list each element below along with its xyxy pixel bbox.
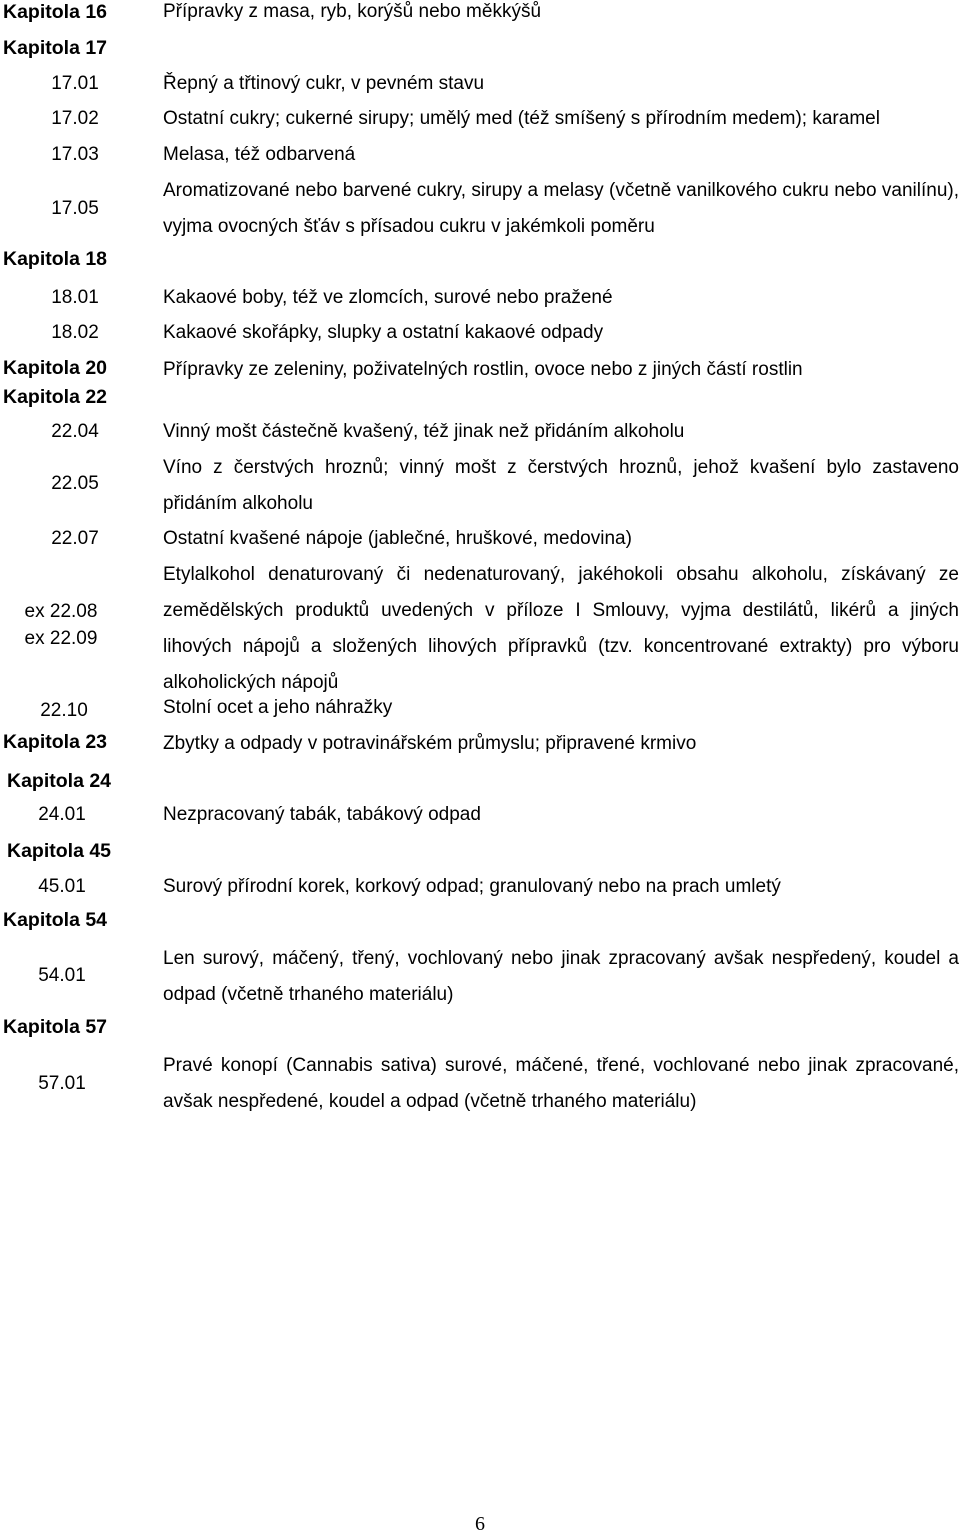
item-description: Len surový, máčený, třený, vochlovaný nebo jinak zpracovaný avšak nespředený, koudel a odpad (včetně trhaného materiálu) xyxy=(163,948,959,1005)
item-code: 22.10 xyxy=(40,700,88,721)
chapter-heading: Kapitola 20 xyxy=(3,357,108,379)
chapter-heading: Kapitola 45 xyxy=(7,840,112,862)
item-code: 22.04 xyxy=(51,421,99,442)
chapter-heading: Kapitola 57 xyxy=(3,1016,108,1038)
item-description: Přípravky z masa, ryb, korýšů nebo měkkýšů xyxy=(163,1,542,22)
item-description: Víno z čerstvých hroznů; vinný mošt z čerstvých hroznů, jehož kvašení bylo zastaveno přidáním alkoholu xyxy=(163,457,959,514)
item-description: Stolní ocet a jeho náhražky xyxy=(163,697,393,718)
item-description: Kakaové skořápky, slupky a ostatní kakaové odpady xyxy=(163,322,604,343)
item-description: Vinný mošt částečně kvašený, též jinak než přidáním alkoholu xyxy=(163,421,685,442)
item-code: 18.02 xyxy=(51,322,99,343)
item-code: 22.07 xyxy=(51,528,99,549)
page-number: 6 xyxy=(475,1513,485,1535)
item-description: Ostatní cukry; cukerné sirupy; umělý med (též smíšený s přírodním medem); karamel xyxy=(163,108,880,129)
item-description: Surový přírodní korek, korkový odpad; granulovaný nebo na prach umletý xyxy=(163,876,781,897)
item-code: 54.01 xyxy=(38,965,86,986)
item-description: Zbytky a odpady v potravinářském průmyslu; připravené krmivo xyxy=(163,733,697,754)
item-code: 17.01 xyxy=(51,73,99,94)
chapter-heading: Kapitola 17 xyxy=(3,37,108,59)
item-code: 45.01 xyxy=(38,876,86,897)
item-description: Pravé konopí (Cannabis sativa) surové, máčené, třené, vochlované nebo jinak zpracované, avšak nespředené, koudel a odpad (včetně trhaného materiálu) xyxy=(163,1055,959,1112)
item-description: Přípravky ze zeleniny, poživatelných rostlin, ovoce nebo z jiných částí rostlin xyxy=(163,359,803,380)
chapter-heading: Kapitola 24 xyxy=(7,770,112,792)
item-description: Ostatní kvašené nápoje (jablečné, hruškové, medovina) xyxy=(163,528,632,549)
chapter-heading: Kapitola 22 xyxy=(3,386,108,408)
chapter-heading: Kapitola 54 xyxy=(3,909,108,931)
item-description: Řepný a třtinový cukr, v pevném stavu xyxy=(163,73,485,94)
item-description: Nezpracovaný tabák, tabákový odpad xyxy=(163,804,481,825)
item-description: Aromatizované nebo barvené cukry, sirupy a melasy (včetně vanilkového cukru nebo vanilínu), vyjma ovocných šťáv s přísadou cukru v jakémkoli poměru xyxy=(163,180,959,237)
item-code: 57.01 xyxy=(38,1073,86,1094)
item-description: Kakaové boby, též ve zlomcích, surové nebo pražené xyxy=(163,287,613,308)
chapter-heading: Kapitola 23 xyxy=(3,731,108,753)
chapter-heading: Kapitola 16 xyxy=(3,1,108,23)
item-code: 24.01 xyxy=(38,804,86,825)
item-code: 17.02 xyxy=(51,108,99,129)
item-code: 18.01 xyxy=(51,287,99,308)
item-code: 17.05 xyxy=(51,198,99,219)
chapter-heading: Kapitola 18 xyxy=(3,248,108,270)
item-code: 22.05 xyxy=(51,473,99,494)
item-code: 17.03 xyxy=(51,144,99,165)
item-code-secondary: ex 22.09 xyxy=(24,628,98,649)
item-code: ex 22.08 xyxy=(24,601,98,622)
item-description: Melasa, též odbarvená xyxy=(163,144,356,165)
item-description: Etylalkohol denaturovaný či nedenaturovaný, jakéhokoli obsahu alkoholu, získávaný ze zemědělských produktů uvedených v příloze I Smlouvy, vyjma destilátů, likérů a jiných lihových nápojů a složených lihových přípravků (tzv. koncentrované extrakty) pro výboru alkoholických nápojů xyxy=(163,564,959,693)
